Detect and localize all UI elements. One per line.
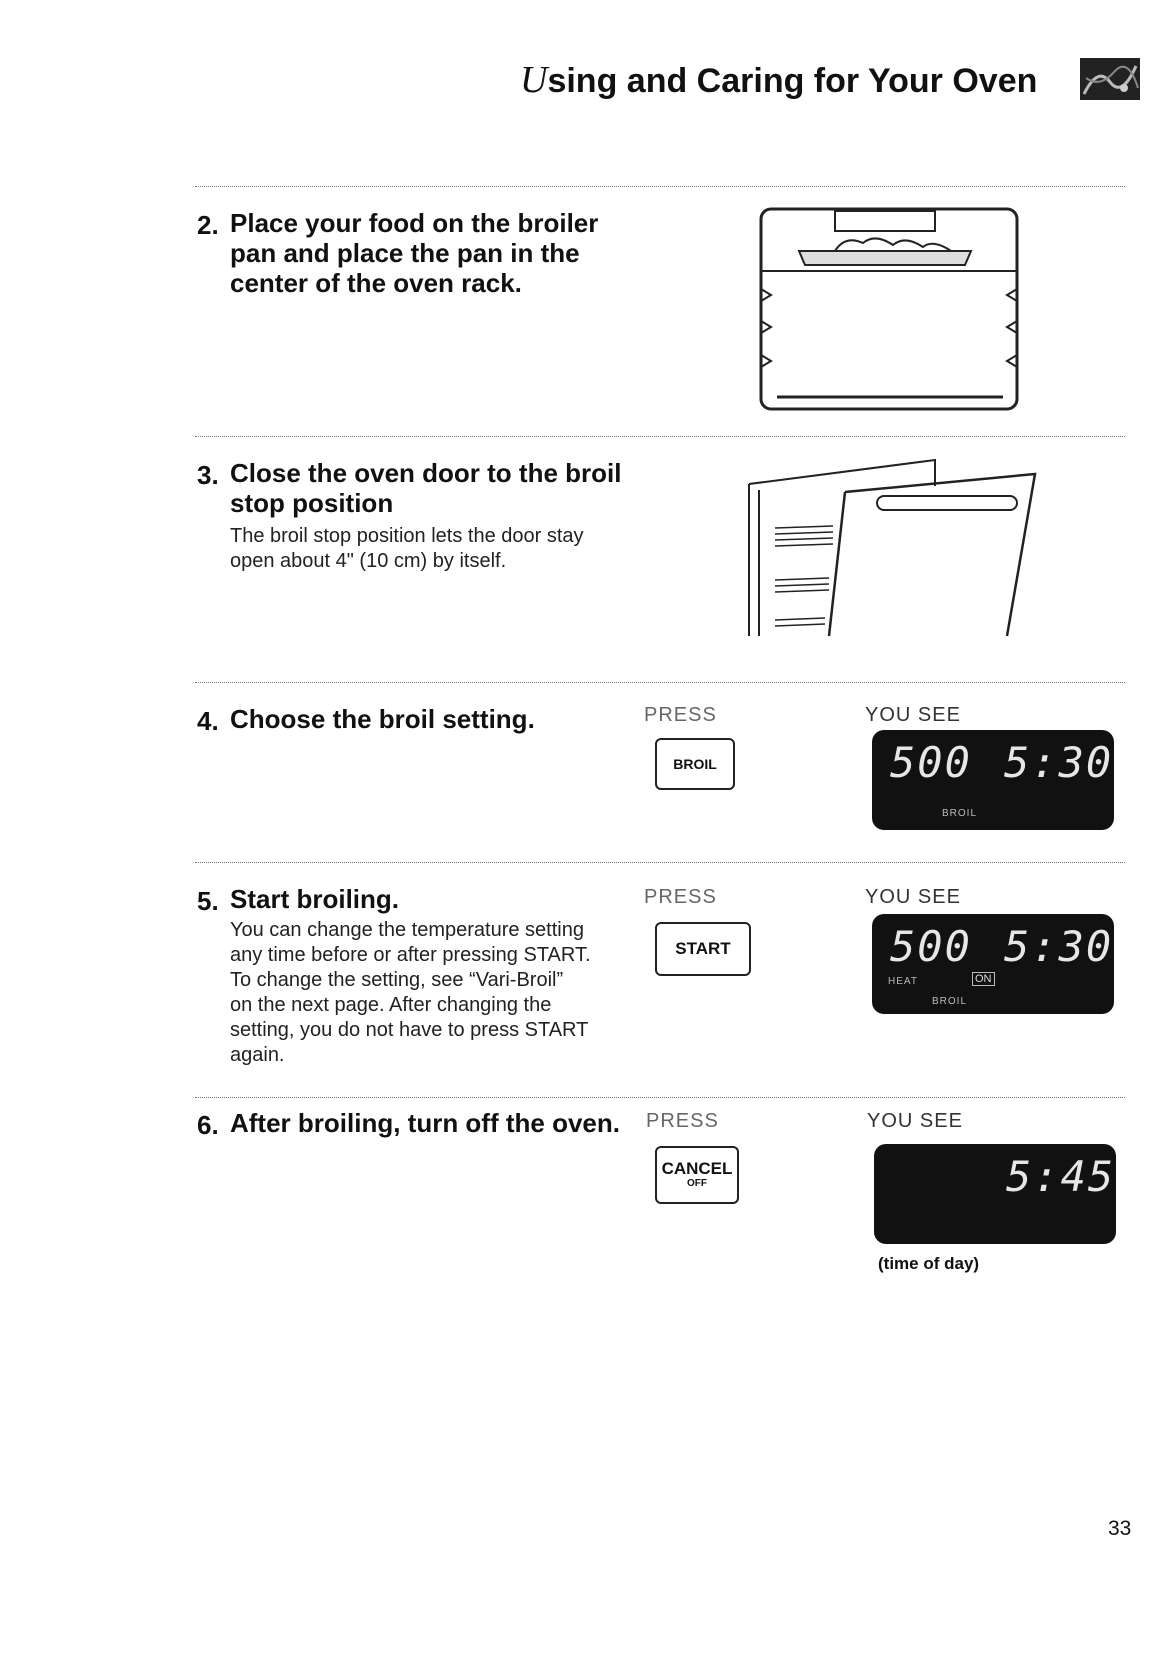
title-initial: U — [520, 59, 548, 101]
display-caption: (time of day) — [878, 1254, 980, 1273]
press-label: PRESS — [646, 1110, 719, 1132]
display-clock: 5:45 — [1006, 1152, 1116, 1201]
step-4-title: Choose the broil setting. — [230, 704, 535, 734]
you-see-label: YOU SEE — [867, 1110, 963, 1132]
oven-display-heating — [872, 914, 1114, 1014]
broiler-pan-illustration-icon — [755, 205, 1025, 415]
title-text: sing and Caring for Your Oven — [547, 62, 1038, 100]
step-6-title: After broiling, turn off the oven. — [230, 1108, 620, 1138]
you-see-label: YOU SEE — [865, 704, 961, 726]
display-clock: 5:30 — [1004, 922, 1114, 971]
indicator-broil: BROIL — [942, 808, 978, 819]
cancel-key-label: CANCEL — [661, 1159, 733, 1178]
display-temperature: 500 — [890, 738, 972, 787]
divider — [195, 682, 1125, 683]
oven-display-broil — [872, 730, 1114, 830]
step-2-number: 2. — [197, 210, 219, 240]
step-3-body: The broil stop position lets the door stay open about 4" (10 cm) by itself. — [230, 525, 584, 572]
step-5-number: 5. — [197, 886, 219, 916]
start-key-label: START — [675, 939, 731, 958]
page-title — [520, 58, 1037, 102]
divider — [195, 436, 1125, 437]
step-6-number: 6. — [197, 1110, 219, 1140]
you-see-label: YOU SEE — [865, 886, 961, 908]
off-key-label: OFF — [687, 1178, 707, 1189]
step-3-title: Close the oven door to the broil stop position — [230, 458, 622, 518]
divider — [195, 862, 1125, 863]
start-key-button[interactable] — [655, 922, 751, 976]
broil-key-label: BROIL — [673, 756, 717, 772]
oven-display-clock — [874, 1144, 1116, 1244]
step-4-number: 4. — [197, 706, 219, 736]
display-clock: 5:30 — [1004, 738, 1114, 787]
indicator-on: ON — [972, 972, 995, 986]
press-label: PRESS — [644, 886, 717, 908]
step-5-body: You can change the temperature setting any time before or after pressing START. To change the setting, see “Vari-Broil” on the next page. After changing the setting, you do not have to press START again. — [230, 919, 591, 1066]
divider — [195, 186, 1125, 187]
press-label: PRESS — [644, 704, 717, 726]
oven-door-illustration-icon — [745, 456, 1040, 641]
step-2-title: Place your food on the broiler pan and place the pan in the center of the oven rack. — [230, 208, 599, 298]
header-logo-icon — [1080, 58, 1140, 100]
divider — [195, 1097, 1125, 1098]
display-temperature: 500 — [890, 922, 972, 971]
step-5-title: Start broiling. — [230, 884, 399, 914]
broil-key-button[interactable] — [655, 738, 735, 790]
cancel-off-key-button[interactable] — [655, 1146, 739, 1204]
indicator-broil: BROIL — [932, 996, 968, 1007]
indicator-heat: HEAT — [888, 976, 918, 987]
page-number: 33 — [1108, 1517, 1132, 1540]
step-3-number: 3. — [197, 460, 219, 490]
